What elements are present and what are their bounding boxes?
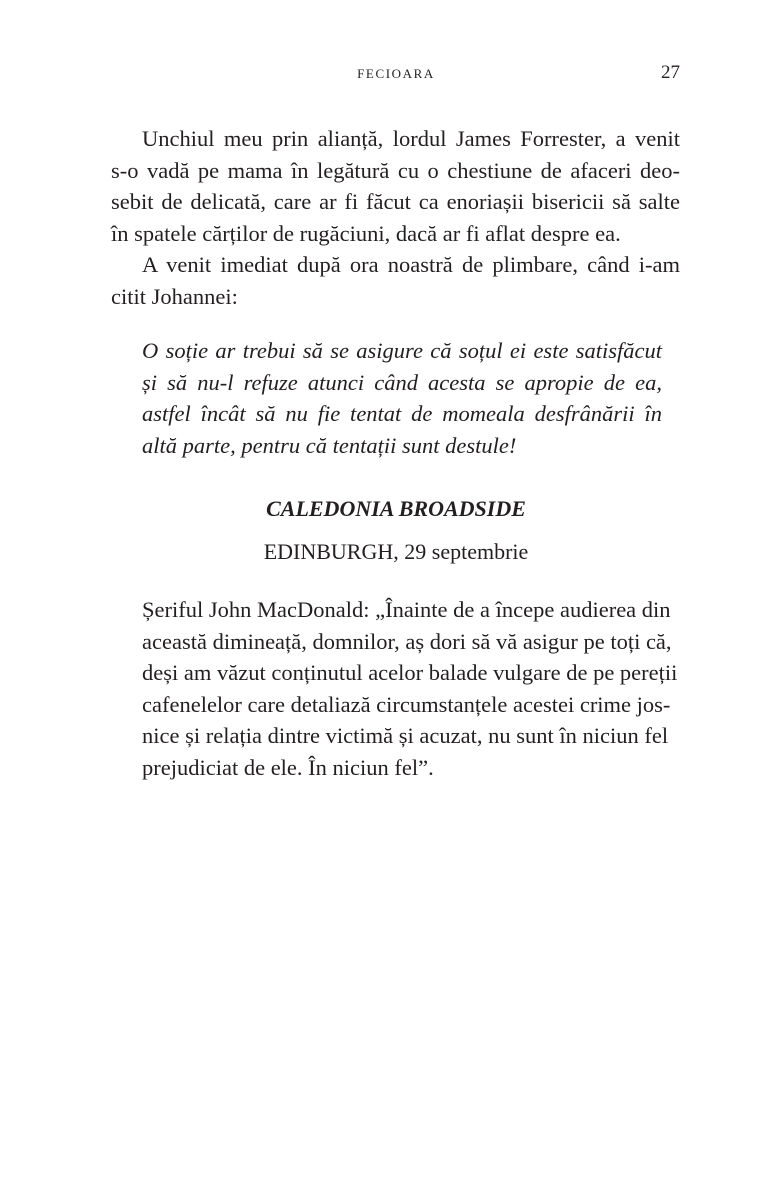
- running-head-title: FECIOARA: [357, 66, 435, 81]
- section-title: CALEDONIA BROADSIDE: [266, 496, 526, 521]
- quote-line: O soție ar trebui să se asigure că soțul ei este satisfăcut: [142, 338, 662, 363]
- text-line: A venit imediat după ora noastră de plimbare, când i-am: [142, 252, 680, 278]
- text-line: Unchiul meu prin alianță, lordul James Forrester, a venit: [142, 126, 680, 151]
- italic-quote: [142, 335, 662, 461]
- text-line: această dimineață, domnilor, aș dori să vă asigur pe toți că,: [142, 628, 672, 654]
- sheriff-statement: [142, 594, 678, 784]
- text-line: s-o vadă pe mama în legătură cu o chestiune de afaceri deo-: [111, 157, 680, 183]
- body-paragraphs: [111, 123, 680, 313]
- text-line: deși am văzut conținutul acelor balade vulgare de pe pereții: [142, 660, 678, 686]
- quote-line: altă parte, pentru că tentații sunt destule!: [142, 432, 517, 458]
- text-line: citit Johannei:: [111, 283, 238, 309]
- text-line: Șeriful John MacDonald: „Înainte de a începe audierea din: [142, 597, 671, 622]
- text-line: sebit de delicată, care ar fi făcut ca enoriașii bisericii să salte: [111, 189, 680, 215]
- text-line: prejudiciat de ele. În niciun fel”.: [142, 754, 434, 780]
- text-line: cafenelelor care detaliază circumstanțele acestei crime jos-: [142, 691, 671, 717]
- quote-line: astfel încât să nu fie tentat de momeala desfrânării în: [142, 401, 662, 427]
- text-line: în spatele cărților de rugăciuni, dacă ar fi aflat despre ea.: [111, 220, 621, 246]
- section-dateline: EDINBURGH, 29 septembrie: [263, 539, 529, 564]
- quote-line: și să nu-l refuze atunci când acesta se apropie de ea,: [142, 369, 662, 395]
- page-number: 27: [661, 62, 680, 83]
- text-line: nice și relația dintre victimă și acuzat, nu sunt în niciun fel: [142, 723, 669, 749]
